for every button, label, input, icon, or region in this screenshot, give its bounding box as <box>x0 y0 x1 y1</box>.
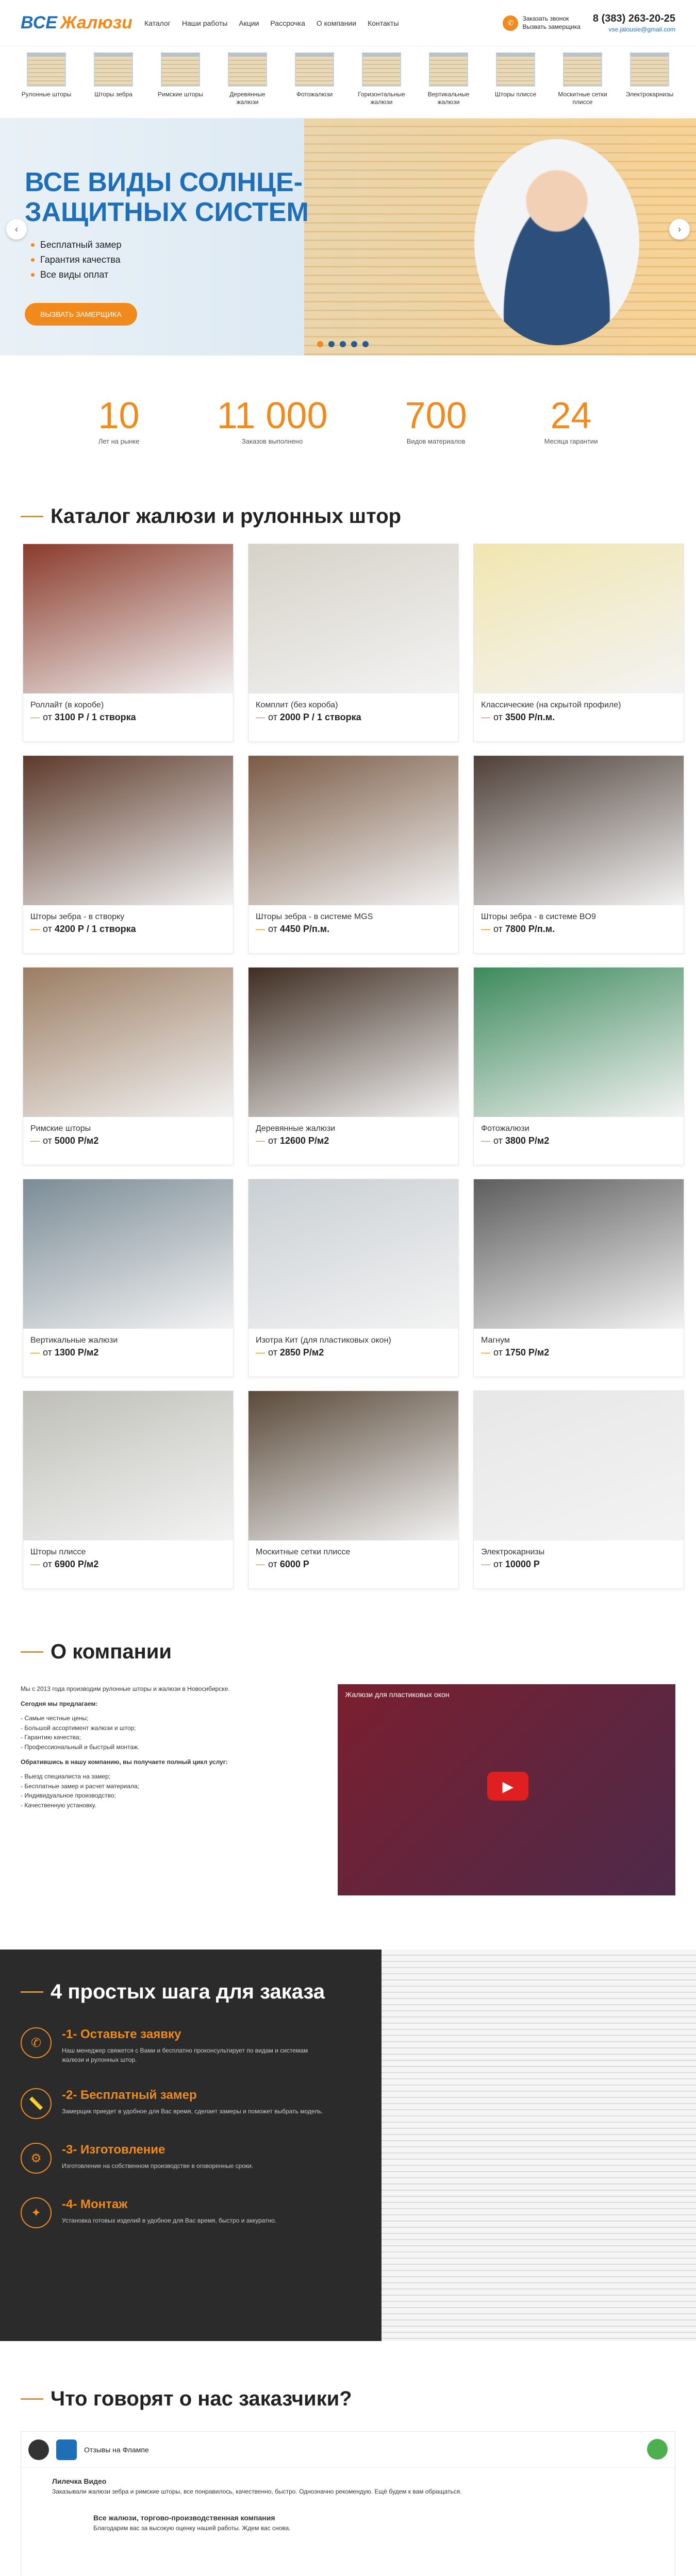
nav-catalog[interactable]: Каталог <box>144 19 171 27</box>
nav-works[interactable]: Наши работы <box>181 19 228 27</box>
category-image <box>27 53 66 87</box>
category-label: Шторы плиссе <box>494 91 537 98</box>
video-title: Жалюзи для пластиковых окон <box>345 1690 450 1699</box>
price-prefix: от <box>43 712 52 722</box>
header-right <box>503 13 675 33</box>
flamp-brand-icon <box>56 2439 77 2460</box>
price-prefix: от <box>43 1136 52 1146</box>
catalog-card[interactable] <box>473 1179 684 1377</box>
ruler-icon: 📏 <box>21 2088 52 2119</box>
stat-orders <box>217 395 328 445</box>
category-derevyannye[interactable] <box>222 53 273 112</box>
catalog-card-name[interactable]: Магнум <box>481 1336 510 1345</box>
callback-link[interactable]: Заказать звонок <box>522 14 569 22</box>
category-image <box>228 53 267 87</box>
step-item <box>21 2027 361 2064</box>
price-prefix: от <box>43 1559 52 1569</box>
step-item <box>21 2197 361 2228</box>
site-header <box>0 0 696 46</box>
hero-bullet: Все виды оплат <box>31 269 122 280</box>
about-video[interactable] <box>338 1684 675 1895</box>
catalog-card[interactable] <box>23 755 234 954</box>
price-prefix: от <box>493 924 503 934</box>
price-value: 7800 Р/п.м. <box>505 924 555 934</box>
logo[interactable] <box>21 13 144 33</box>
catalog-card-price <box>248 1347 458 1358</box>
slider-next-arrow-icon[interactable]: › <box>669 219 690 240</box>
step-title: -1- Оставьте заявку <box>62 2027 181 2041</box>
price-prefix: от <box>268 712 277 722</box>
category-image <box>161 53 200 87</box>
category-image <box>362 53 401 87</box>
price-prefix: от <box>493 712 503 722</box>
steps-title: 4 простых шага для заказа <box>21 1980 361 2004</box>
catalog-card-name[interactable]: Деревянные жалюзи <box>256 1124 336 1133</box>
header-phone <box>593 13 675 33</box>
steps-section <box>0 1950 696 2341</box>
catalog-card-image[interactable] <box>474 1179 684 1329</box>
price-prefix: от <box>493 1559 503 1569</box>
slider-prev-arrow-icon[interactable]: ‹ <box>6 219 27 240</box>
step-title: -3- Изготовление <box>62 2143 165 2157</box>
about-text <box>21 1684 317 1895</box>
flamp-logo-icon <box>28 2439 49 2460</box>
nav-about[interactable]: О компании <box>316 19 357 27</box>
stat-label: Месяца гарантии <box>544 437 598 445</box>
price-prefix: от <box>43 1347 52 1358</box>
catalog-card-name[interactable]: Комплит (без короба) <box>256 701 338 709</box>
catalog-card-price <box>474 1136 684 1146</box>
category-gorizontalnye[interactable] <box>356 53 407 112</box>
reviews-section <box>0 2341 696 2576</box>
factory-icon: ⚙ <box>21 2143 52 2174</box>
catalog-card[interactable] <box>473 967 684 1165</box>
category-image <box>94 53 133 87</box>
category-nav <box>0 46 696 118</box>
catalog-card[interactable] <box>473 1391 684 1589</box>
category-label: Деревянные жалюзи <box>229 91 266 106</box>
reviews-widget-title: Отзывы на Флампе <box>84 2445 149 2454</box>
slider-dot[interactable] <box>362 341 369 347</box>
review-author: Лилечка Видео <box>52 2477 107 2485</box>
review-item <box>21 2468 675 2504</box>
category-zebra[interactable] <box>88 53 139 112</box>
step-text: Установка готовых изделий в удобное для Вас время, быстро и аккуратно. <box>62 2217 277 2224</box>
catalog-card[interactable] <box>23 1391 234 1589</box>
price-value: 3800 Р/м2 <box>505 1136 550 1146</box>
price-value: 3100 Р / 1 створка <box>54 712 136 722</box>
category-label: Вертикальные жалюзи <box>427 91 470 106</box>
catalog-card-name[interactable]: Римские шторы <box>30 1124 91 1133</box>
category-rimskie[interactable] <box>155 53 206 112</box>
phone-icon: ✆ <box>503 15 518 31</box>
category-vertikalnye[interactable] <box>423 53 474 112</box>
stat-value: 11 000 <box>217 395 328 436</box>
price-value: 12600 Р/м2 <box>279 1136 329 1146</box>
play-icon[interactable]: ▶ <box>487 1772 528 1801</box>
slider-dot[interactable] <box>317 341 323 347</box>
stat-years <box>98 395 140 445</box>
catalog-card-name[interactable]: Шторы зебра - в створку <box>30 912 125 921</box>
about-paragraph: Обратившись в нашу компанию, вы получаете полный цикл услуг: <box>21 1758 228 1766</box>
step-title: -2- Бесплатный замер <box>62 2088 197 2102</box>
slider-dot[interactable] <box>351 341 357 347</box>
catalog-card-image[interactable] <box>23 968 233 1117</box>
catalog-card-image[interactable] <box>248 1391 458 1540</box>
price-prefix: от <box>268 924 277 934</box>
category-image <box>429 53 468 87</box>
step-title: -4- Монтаж <box>62 2197 128 2211</box>
category-foto[interactable] <box>289 53 340 112</box>
review-text: Благодарим вас за высокую оценку нашей работы. Ждем вас снова. <box>93 2524 291 2532</box>
catalog-card[interactable] <box>248 1179 459 1377</box>
price-value: 3500 Р/п.м. <box>505 712 555 722</box>
price-value: 4450 Р/п.м. <box>279 924 330 934</box>
catalog-card[interactable] <box>473 755 684 954</box>
step-text: Замерщик приедет в удобное для Вас время, сделает замеры и поможет выбрать модель. <box>62 2108 323 2115</box>
catalog-card-name[interactable]: Изотра Кит (для пластиковых окон) <box>256 1336 391 1345</box>
price-prefix: от <box>268 1559 277 1569</box>
slider-dot[interactable] <box>340 341 346 347</box>
email[interactable]: vse.jalousie@gmail.com <box>608 26 675 33</box>
catalog-card[interactable] <box>23 544 234 742</box>
catalog-card-price <box>23 1347 233 1358</box>
category-label: Горизонтальные жалюзи <box>358 91 405 106</box>
catalog-card-price <box>248 1136 458 1146</box>
catalog-card[interactable] <box>248 1391 459 1589</box>
phone-number[interactable]: 8 (383) 263-20-25 <box>592 13 675 24</box>
stat-label: Видов материалов <box>406 437 466 445</box>
logo-part-a: ВСЕ <box>21 13 57 32</box>
catalog-card-image[interactable] <box>23 1179 233 1329</box>
step-item <box>21 2088 361 2119</box>
about-section <box>0 1589 696 1950</box>
category-plisse[interactable] <box>490 53 541 112</box>
reviews-widget-header <box>21 2432 675 2468</box>
price-value: 1300 Р/м2 <box>54 1347 99 1358</box>
slider-dot[interactable] <box>328 341 335 347</box>
hero-title: ВСЕ ВИДЫ СОЛНЦЕ-ЗАЩИТНЫХ СИСТЕМ <box>25 167 309 228</box>
price-value: 2850 Р/м2 <box>279 1347 324 1358</box>
catalog-card-image[interactable] <box>474 544 684 693</box>
price-value: 5000 Р/м2 <box>54 1136 99 1146</box>
catalog-grid <box>0 528 696 1589</box>
hero-slider <box>0 118 696 355</box>
category-setki[interactable] <box>557 53 608 112</box>
hero-bullets <box>31 240 122 284</box>
slider-dots <box>317 341 369 347</box>
price-value: 4200 Р / 1 створка <box>54 924 136 934</box>
catalog-card-image[interactable] <box>23 544 233 693</box>
catalog-card-name[interactable]: Электрокарнизы <box>481 1548 545 1556</box>
category-label: Римские шторы <box>158 91 203 98</box>
nav-promo[interactable]: Акции <box>239 19 259 27</box>
price-prefix: от <box>493 1347 503 1358</box>
review-author: Все жалюзи, торгово-производственная компания <box>93 2514 275 2522</box>
catalog-card-image[interactable] <box>474 756 684 905</box>
category-label: Фотожалюзи <box>296 91 333 98</box>
logo-part-b: Жалюзи <box>60 13 132 32</box>
catalog-card-image[interactable] <box>474 968 684 1117</box>
catalog-card-name[interactable]: Роллайт (в коробе) <box>30 701 104 709</box>
hero-bullet: Бесплатный замер <box>31 240 122 250</box>
catalog-card-name[interactable]: Классические (на скрытой профиле) <box>481 701 621 709</box>
price-prefix: от <box>493 1136 503 1146</box>
catalog-card-image[interactable] <box>248 1179 458 1329</box>
catalog-card-price <box>248 924 458 935</box>
category-elektro[interactable] <box>624 53 675 112</box>
category-image <box>630 53 669 87</box>
catalog-card-image[interactable] <box>248 968 458 1117</box>
catalog-card-price <box>23 712 233 723</box>
catalog-card-price <box>23 1559 233 1570</box>
main-nav <box>144 19 503 27</box>
catalog-card-image[interactable] <box>23 756 233 905</box>
about-paragraph: - Выезд специалиста на замер; - Бесплатные замер и расчет материала; - Индивидуальное производство; - Качественную установку. <box>21 1773 140 1809</box>
category-label: Электрокарнизы <box>625 91 674 98</box>
catalog-card[interactable] <box>248 544 459 742</box>
catalog-section <box>0 484 696 1589</box>
category-label: Рулонные шторы <box>21 91 72 98</box>
price-value: 6000 Р <box>279 1559 309 1569</box>
drill-icon: ✦ <box>21 2197 52 2228</box>
catalog-card-price <box>23 1136 233 1146</box>
catalog-card-image[interactable] <box>474 1391 684 1540</box>
stat-materials <box>405 395 467 445</box>
catalog-card[interactable] <box>248 755 459 954</box>
step-text: Изготовление на собственном производстве в оговоренные сроки. <box>62 2162 254 2170</box>
catalog-card-price <box>474 1347 684 1358</box>
nav-contacts[interactable]: Контакты <box>368 19 399 27</box>
stat-value: 24 <box>550 395 592 436</box>
step-item <box>21 2143 361 2174</box>
catalog-card-name[interactable]: Москитные сетки плиссе <box>256 1548 351 1556</box>
catalog-card-price <box>23 924 233 935</box>
stat-label: Заказов выполнено <box>241 437 303 445</box>
catalog-card[interactable] <box>248 967 459 1165</box>
category-label: Москитные сетки плиссе <box>558 91 607 106</box>
nav-installment[interactable]: Рассрочка <box>270 19 305 27</box>
category-label: Шторы зебра <box>94 91 132 98</box>
hero-bullet: Гарантия качества <box>31 255 122 265</box>
catalog-card[interactable] <box>23 1179 234 1377</box>
phone-icon: ✆ <box>21 2027 52 2058</box>
price-prefix: от <box>268 1347 277 1358</box>
catalog-card-name[interactable]: Фотожалюзи <box>481 1124 529 1133</box>
stats-section <box>0 355 696 484</box>
step-text: Наш менеджер свяжется с Вами и бесплатно проконсультирует по видам и системам жалюзи и рулонных штор. <box>62 2047 308 2063</box>
about-title: О компании <box>0 1640 696 1664</box>
catalog-title: Каталог жалюзи и рулонных штор <box>0 505 696 528</box>
catalog-card-image[interactable] <box>23 1391 233 1540</box>
catalog-card-name[interactable]: Вертикальные жалюзи <box>30 1336 118 1345</box>
stat-value: 700 <box>405 395 467 436</box>
catalog-card-name[interactable]: Шторы зебра - в системе MGS <box>256 912 373 921</box>
stat-label: Лет на рынке <box>98 437 140 445</box>
price-prefix: от <box>43 924 52 934</box>
price-value: 10000 Р <box>505 1559 540 1569</box>
reviews-title: Что говорят о нас заказчики? <box>0 2387 696 2411</box>
stat-value: 10 <box>98 395 140 436</box>
about-paragraph: Сегодня мы предлагаем: <box>21 1700 98 1707</box>
catalog-card-image[interactable] <box>248 544 458 693</box>
catalog-card-price <box>474 1559 684 1570</box>
category-image <box>295 53 334 87</box>
hero-cta-button[interactable]: ВЫЗВАТЬ ЗАМЕРЩИКА <box>25 303 137 326</box>
hero-person-image <box>474 139 639 345</box>
catalog-card-name[interactable]: Шторы зебра - в системе BO9 <box>481 912 596 921</box>
catalog-card[interactable] <box>473 544 684 742</box>
catalog-card-price <box>248 1559 458 1570</box>
catalog-card-name[interactable]: Шторы плиссе <box>30 1548 86 1556</box>
category-rulonnye[interactable] <box>21 53 72 112</box>
rating-badge-icon <box>647 2439 668 2460</box>
category-image <box>563 53 602 87</box>
price-value: 1750 Р/м2 <box>505 1347 550 1358</box>
review-text: Заказывали жалюзи зебра и римские шторы, все понравилось, качественно, быстро. Однозначно рекомендую. Ещё будем к вам обращаться. <box>52 2488 462 2495</box>
stat-warranty <box>544 395 598 445</box>
reviews-widget <box>21 2431 675 2576</box>
price-value: 2000 Р / 1 створка <box>279 712 361 722</box>
measurer-link[interactable]: Вызвать замерщика <box>522 23 581 30</box>
about-paragraph: Мы с 2013 года производим рулонные шторы и жалюзи в Новосибирске. <box>21 1685 230 1692</box>
category-image <box>496 53 535 87</box>
about-paragraph: - Самые честные цены; - Большой ассортимент жалюзи и штор; - Гарантию качества; - Профессиональный и быстрый монтаж. <box>21 1715 140 1751</box>
catalog-card-price <box>474 712 684 723</box>
price-prefix: от <box>268 1136 277 1146</box>
price-value: 6900 Р/м2 <box>54 1559 99 1569</box>
catalog-card-price <box>248 712 458 723</box>
catalog-card[interactable] <box>23 967 234 1165</box>
steps-image <box>382 1950 696 2341</box>
callback-block[interactable] <box>503 15 580 31</box>
review-reply <box>21 2504 675 2541</box>
catalog-card-image[interactable] <box>248 756 458 905</box>
catalog-card-price <box>474 924 684 935</box>
